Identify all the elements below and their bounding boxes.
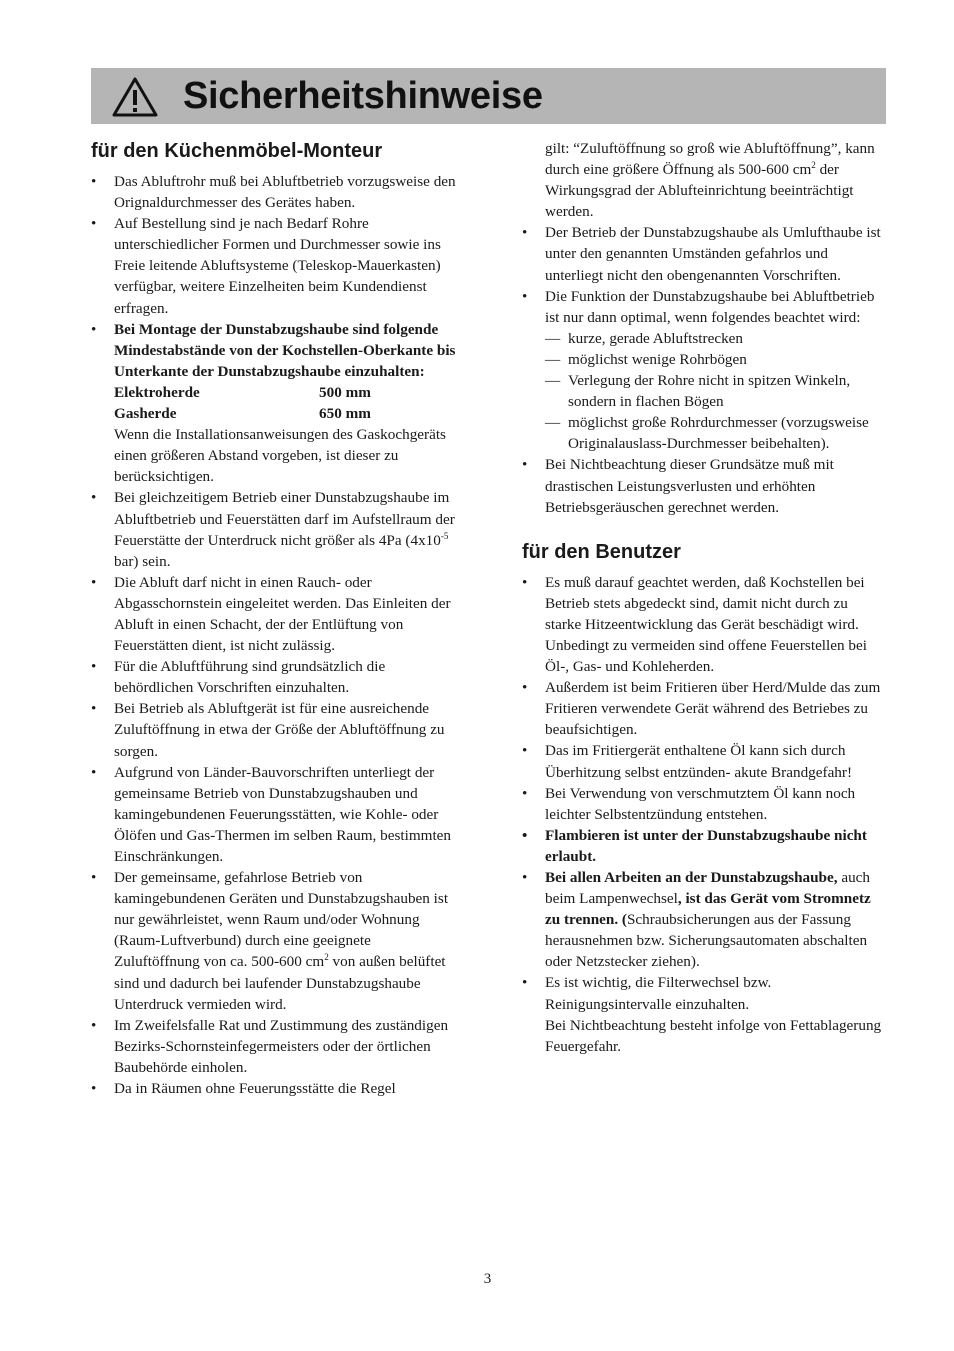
distance-value: 650 mm	[319, 405, 371, 423]
distance-label: Elektroherde	[114, 383, 200, 401]
title-banner	[91, 68, 886, 124]
list-item: • Da in Räumen ohne Feuerungsstätte die Regel	[91, 1078, 456, 1099]
list-item: • Bei Betrieb als Abluftgerät ist für eine ausreichende Zuluftöffnung in etwa der Größe der Abluftöffnung zu sorgen.	[91, 698, 456, 761]
right-column	[522, 138, 886, 1057]
list-item: • Die Abluft darf nicht in einen Rauch- oder Abgasschornstein eingeleitet werden. Das Einleiten der Abluft in einen Schacht, der der Entlüftung von Feuerstätten dient, ist nicht zulässig.	[91, 572, 456, 656]
list-item: • Bei Verwendung von verschmutztem Öl kann noch leichter Selbstentzündung entstehen.	[522, 783, 886, 825]
dash-item: — Verlegung der Rohre nicht in spitzen Winkeln, sondern in flachen Bögen	[545, 370, 886, 412]
user-list	[522, 572, 886, 1057]
page-title: Sicherheitshinweise	[183, 75, 543, 117]
distance-row	[114, 382, 456, 403]
list-item-continued: gilt: “Zuluftöffnung so groß wie Abluftöffnung”, kann durch eine größere Öffnung als 500-600 $cm^2$ der Wirkungsgrad der Ablufteinrichtung beeinträchtigt werden.	[545, 140, 875, 221]
list-item: • Der Betrieb der Dunstabzugshaube als Umlufthaube ist unter den genannten Umständen gefahrlos und unterliegt nicht den obengenannten Vorschriften.	[522, 222, 886, 285]
list-item: • Bei Nichtbeachtung dieser Grundsätze muß mit drastischen Leistungsverlusten und erhöhten Betriebsgeräuschen gerechnet werden.	[522, 454, 886, 517]
gas-note: Wenn die Installationsanweisungen des Gaskochgeräts einen größeren Abstand vorgeben, ist dieser zu berücksichtigen.	[114, 426, 446, 486]
list-item	[91, 319, 456, 488]
list-item: • Im Zweifelsfalle Rat und Zustimmung des zuständigen Bezirks-Schornsteinfegermeisters oder der örtlichen Baubehörde einholen.	[91, 1015, 456, 1078]
list-item: • Der gemeinsame, gefahrlose Betrieb von kamingebundenen Geräten und Dunstabzugshauben ist nur gewährleistet, wenn Raum und/oder Wohnung (Raum-Luftverbund) durch eine geeignete Zuluftöffnung von ca. 500-600 $cm^2$ von außen belüftet sind und dadurch bei laufender Dunstabzugshaube Unterdruck vermieden wird.	[91, 867, 456, 1015]
installer-list	[91, 171, 456, 1099]
warning-triangle-icon	[112, 77, 158, 117]
installer-list-continued	[522, 138, 886, 518]
list-item: • Für die Abluftführung sind grundsätzlich die behördlichen Vorschriften einzuhalten.	[91, 656, 456, 698]
list-item: • Es muß darauf geachtet werden, daß Kochstellen bei Betrieb stets abgedeckt sind, damit nicht durch zu starke Hitzeentwicklung das Gerät beschädigt wird. Unbedingt zu vermeiden sind offene Feuerstellen bei Öl-, Gas- und Kohleherden.	[522, 572, 886, 677]
section-heading-installer: für den Küchenmöbel-Monteur	[91, 140, 383, 162]
list-item: • Das Abluftrohr muß bei Abluftbetrieb vorzugsweise den Orignaldurchmesser des Gerätes haben.	[91, 171, 456, 213]
list-item: • Flambieren ist unter der Dunstabzugshaube nicht erlaubt.	[522, 825, 886, 867]
left-column	[91, 138, 456, 1099]
list-item: • Aufgrund von Länder-Bauvorschriften unterliegt der gemeinsame Betrieb von Dunstabzugshauben und kamingebundenen Feuerungsstätten, wie Kohle- oder Ölöfen und Gas-Thermen im selben Raum, bestimmten Einschränkungen.	[91, 762, 456, 867]
list-item: • Bei allen Arbeiten an der Dunstabzugshaube, auch beim Lampenwechsel, ist das Gerät vom Stromnetz zu trennen. (Schraubsicherungen aus der Fassung herausnehmen bzw. Sicherungsautomaten abschalten oder Netzstecker ziehen).	[522, 867, 886, 972]
list-item: • Das im Fritiergerät enthaltene Öl kann sich durch Überhitzung selbst entzünden- akute Brandgefahr!	[522, 740, 886, 782]
distance-row	[114, 403, 456, 424]
list-item: • Auf Bestellung sind je nach Bedarf Rohre unterschiedlicher Formen und Durchmesser sowie ins Freie leitende Abluftsysteme (Teleskop-Mauerkasten) verfügbar, weitere Einzelheiten beim Kundendienst erfragen.	[91, 213, 456, 318]
section-heading-user: für den Benutzer	[522, 540, 681, 563]
distance-label: Gasherde	[114, 405, 177, 423]
list-item: • Die Funktion der Dunstabzugshaube bei Abluftbetrieb ist nur dann optimal, wenn folgendes beachtet wird: — kurze, gerade Abluftstrecken — möglichst wenige Rohrbögen — Verlegung der Rohre nicht in spitzen Winkeln, sondern in flachen Bögen — möglichst große Rohrdurchmesser (vorzugsweise Originalauslass-Durchmesser beibehalten).	[522, 286, 886, 455]
distance-intro: • Bei Montage der Dunstabzugshaube sind folgende Mindestabstände von der Kochstellen-Oberkante bis Unterkante der Dunstabzugshaube einzuhalten:	[114, 320, 456, 380]
list-item: • Bei gleichzeitigem Betrieb einer Dunstabzugshaube im Abluftbetrieb und Feuerstätten darf im Aufstellraum der Feuerstätte der Unterdruck nicht größer als 4Pa ($4x10^{-5}$ bar) sein.	[91, 487, 456, 571]
list-item: • Es ist wichtig, die Filterwechsel bzw. Reinigungsintervalle einzuhalten. Bei Nichtbeachtung besteht infolge von Fettablagerung Feuergefahr.	[522, 972, 886, 1056]
list-item: • Außerdem ist beim Fritieren über Herd/Mulde das zum Fritieren verwendete Gerät während des Betriebes zu beaufsichtigen.	[522, 677, 886, 740]
dash-item: — möglichst wenige Rohrbögen	[545, 349, 886, 370]
dash-item: — kurze, gerade Abluftstrecken	[545, 328, 886, 349]
page-number: 3	[483, 1271, 492, 1287]
distance-value: 500 mm	[319, 383, 371, 401]
dash-item: — möglichst große Rohrdurchmesser (vorzugsweise Originalauslass-Durchmesser beibehalten).	[545, 412, 886, 454]
